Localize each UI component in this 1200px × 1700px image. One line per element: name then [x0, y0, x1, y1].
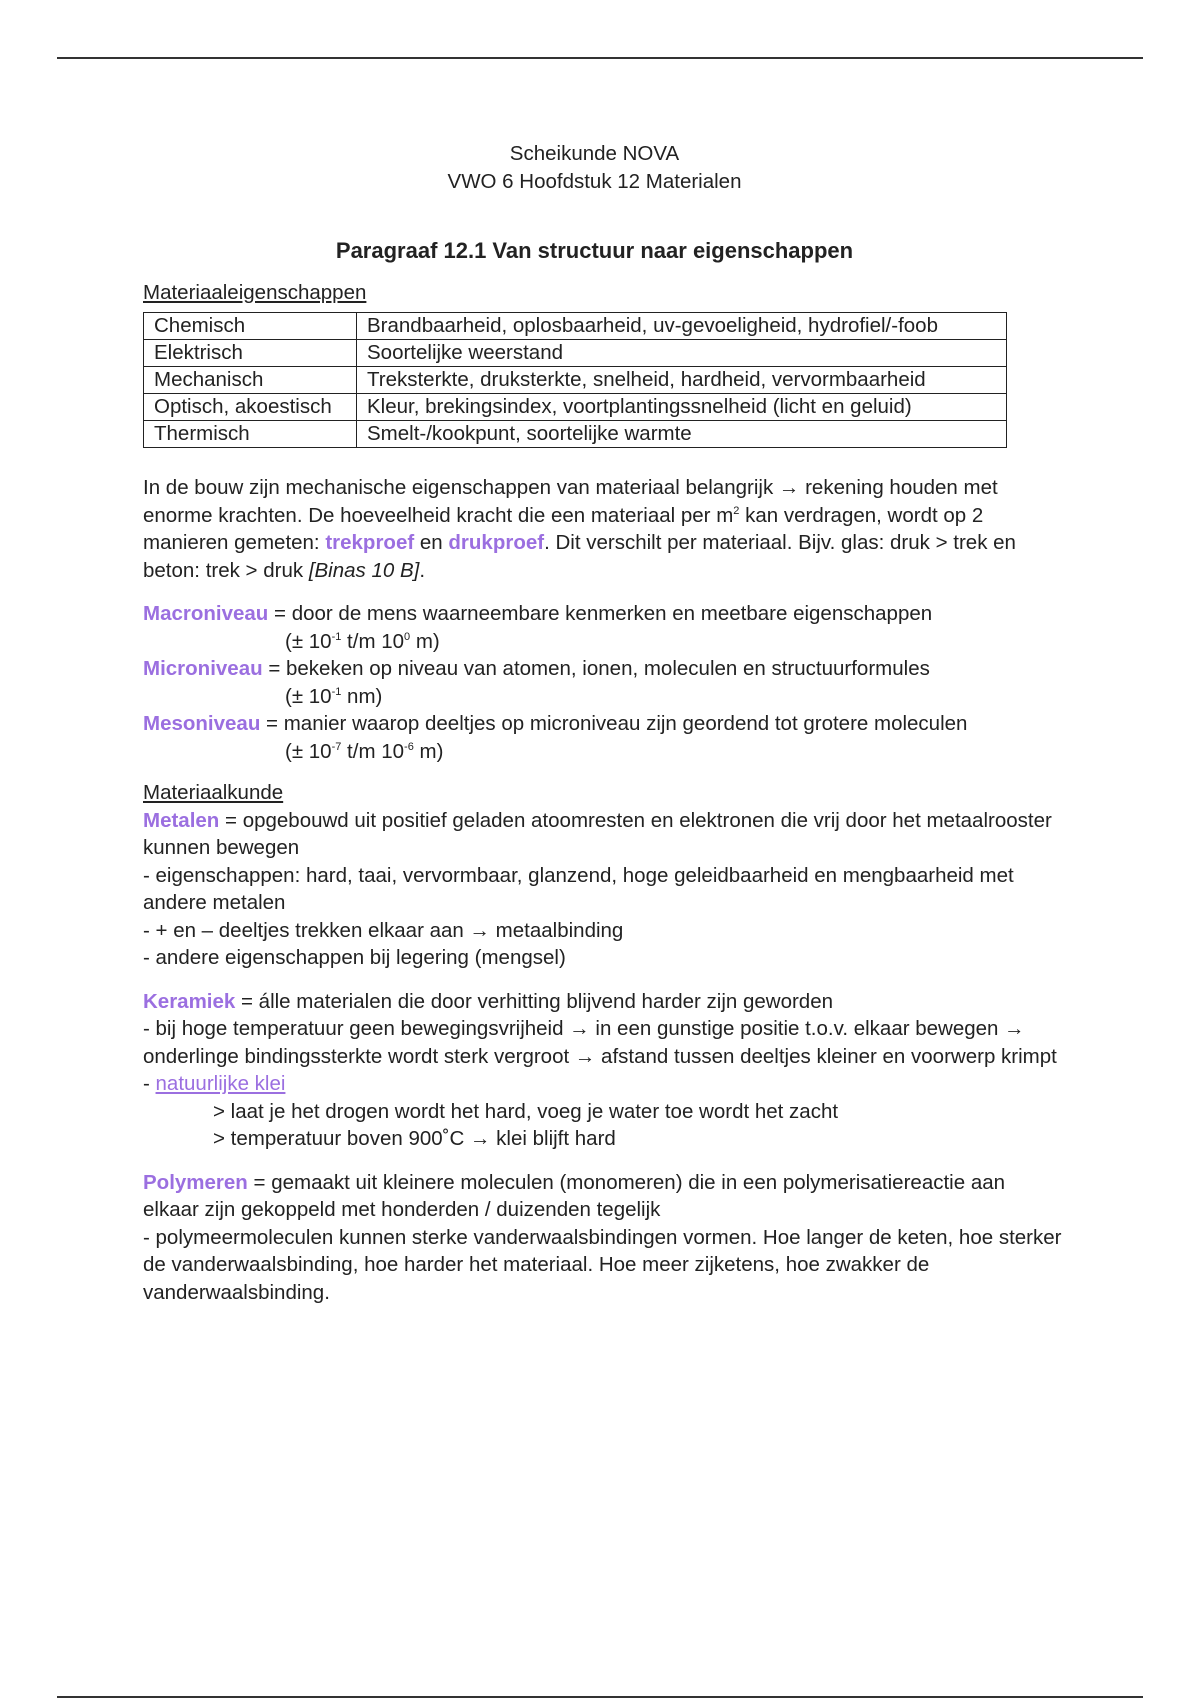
term-keramiek: Keramiek — [143, 989, 236, 1013]
property-examples: Brandbaarheid, oplosbaarheid, uv-gevoeligheid, hydrofiel/-foob — [357, 313, 1007, 340]
ceramics-point: - bij hoge temperatuur geen bewegingsvrijheid → in een gunstige positie t.o.v. elkaar bewegen → onderlinge bindingssterkte wordt sterk vergroot → afstand tussen deeltjes kleiner en voorwerp krimpt — [143, 1017, 1057, 1068]
section-heading: Paragraaf 12.1 Van structuur naar eigenschappen — [335, 238, 854, 263]
chapter-title: VWO 6 Hoofdstuk 12 Materialen — [447, 169, 742, 193]
term-polymeren: Polymeren — [143, 1170, 248, 1194]
metals-point-2: - + en – deeltjes trekken elkaar aan → metaalbinding — [143, 918, 624, 942]
term-macroniveau: Macroniveau — [143, 602, 269, 625]
ceramics-definition: Keramiek = álle materialen die door verhitting blijvend harder zijn geworden — [143, 989, 834, 1013]
property-category: Mechanisch — [144, 367, 357, 394]
properties-row — [144, 421, 1007, 448]
meso-definition: Mesoniveau = manier waarop deeltjes op microniveau zijn geordend tot grotere moleculen — [143, 712, 968, 735]
subject-title: Scheikunde NOVA — [509, 142, 680, 165]
properties-row — [144, 313, 1007, 340]
metals-point-3: - andere eigenschappen bij legering (mengsel) — [143, 946, 566, 969]
clay-point-1: > laat je het drogen wordt het hard, voeg je water toe wordt het zacht — [213, 1099, 839, 1123]
term-drukproef: drukproef — [448, 531, 545, 554]
meso-range: (± $10^{-7}$ t/m $10^{-6}$ m) — [285, 739, 444, 763]
property-examples: Treksterkte, druksterkte, snelheid, hardheid, vervormbaarheid — [357, 367, 1007, 394]
properties-row — [144, 394, 1007, 421]
binas-reference: [Binas 10 B] — [308, 558, 420, 582]
property-category: Elektrisch — [144, 340, 357, 367]
properties-row — [144, 367, 1007, 394]
property-examples: Soortelijke weerstand — [357, 340, 1007, 367]
document-title — [126, 140, 1063, 195]
top-rule — [57, 57, 1143, 59]
document-body — [143, 140, 1063, 1306]
property-examples: Smelt-/kookpunt, soortelijke warmte — [357, 421, 1007, 448]
clay-point-2: > temperatuur boven 900˚C → klei blijft hard — [213, 1127, 616, 1150]
levels-block — [143, 600, 1063, 765]
properties-row — [144, 340, 1007, 367]
intro-paragraph: In de bouw zijn mechanische eigenschappen van materiaal belangrijk → rekening houden met enorme krachten. De hoeveelheid kracht die een materiaal per $m^2$ kan verdragen, wordt op 2 manieren gemeten: trekproef en drukproef. Dit verschilt per materiaal. Bijv. glas: druk > trek en beton: trek > druk [Binas 10 B]. — [143, 476, 1016, 582]
micro-range: (± $10^{-1}$ nm) — [285, 684, 383, 708]
term-metalen: Metalen — [143, 808, 220, 832]
property-examples: Kleur, brekingsindex, voortplantingssnelheid (licht en geluid) — [357, 394, 1007, 421]
property-category: Optisch, akoestisch — [144, 394, 357, 421]
clay-item: - natuurlijke klei — [143, 1072, 286, 1095]
term-mesoniveau: Mesoniveau — [143, 712, 261, 735]
natural-clay-link[interactable]: natuurlijke klei — [155, 1072, 286, 1095]
polymers-definition: Polymeren = gemaakt uit kleinere moleculen (monomeren) die in een polymerisatiereactie aan elkaar zijn gekoppeld met honderden / duizenden tegelijk — [143, 1170, 1006, 1221]
materials-title: Materiaalkunde — [143, 781, 284, 804]
polymers-point: - polymeermoleculen kunnen sterke vanderwaalsbindingen vormen. Hoe langer de keten, hoe sterker de vanderwaalsbinding, hoe harder het materiaal. Hoe meer zijketens, hoe zwakker de vanderwaalsbinding. — [143, 1225, 1062, 1304]
metals-definition: Metalen = opgebouwd uit positief geladen atoomresten en elektronen die vrij door het metaalrooster kunnen bewegen — [143, 808, 1052, 859]
term-trekproef: trekproef — [325, 531, 415, 554]
property-category: Thermisch — [144, 421, 357, 448]
bottom-rule — [57, 1696, 1143, 1698]
properties-title: Materiaaleigenschappen — [143, 280, 367, 304]
properties-table — [143, 312, 1007, 448]
property-category: Chemisch — [144, 313, 357, 340]
metals-point-1: - eigenschappen: hard, taai, vervormbaar, glanzend, hoge geleidbaarheid en mengbaarheid met andere metalen — [143, 863, 1014, 914]
macro-range: (± $10^{-1}$ t/m $10^0$ m) — [285, 629, 440, 653]
micro-definition: Microniveau = bekeken op niveau van atomen, ionen, moleculen en structuurformules — [143, 657, 930, 680]
macro-definition: Macroniveau = door de mens waarneembare kenmerken en meetbare eigenschappen — [143, 602, 933, 625]
term-microniveau: Microniveau — [143, 657, 263, 680]
